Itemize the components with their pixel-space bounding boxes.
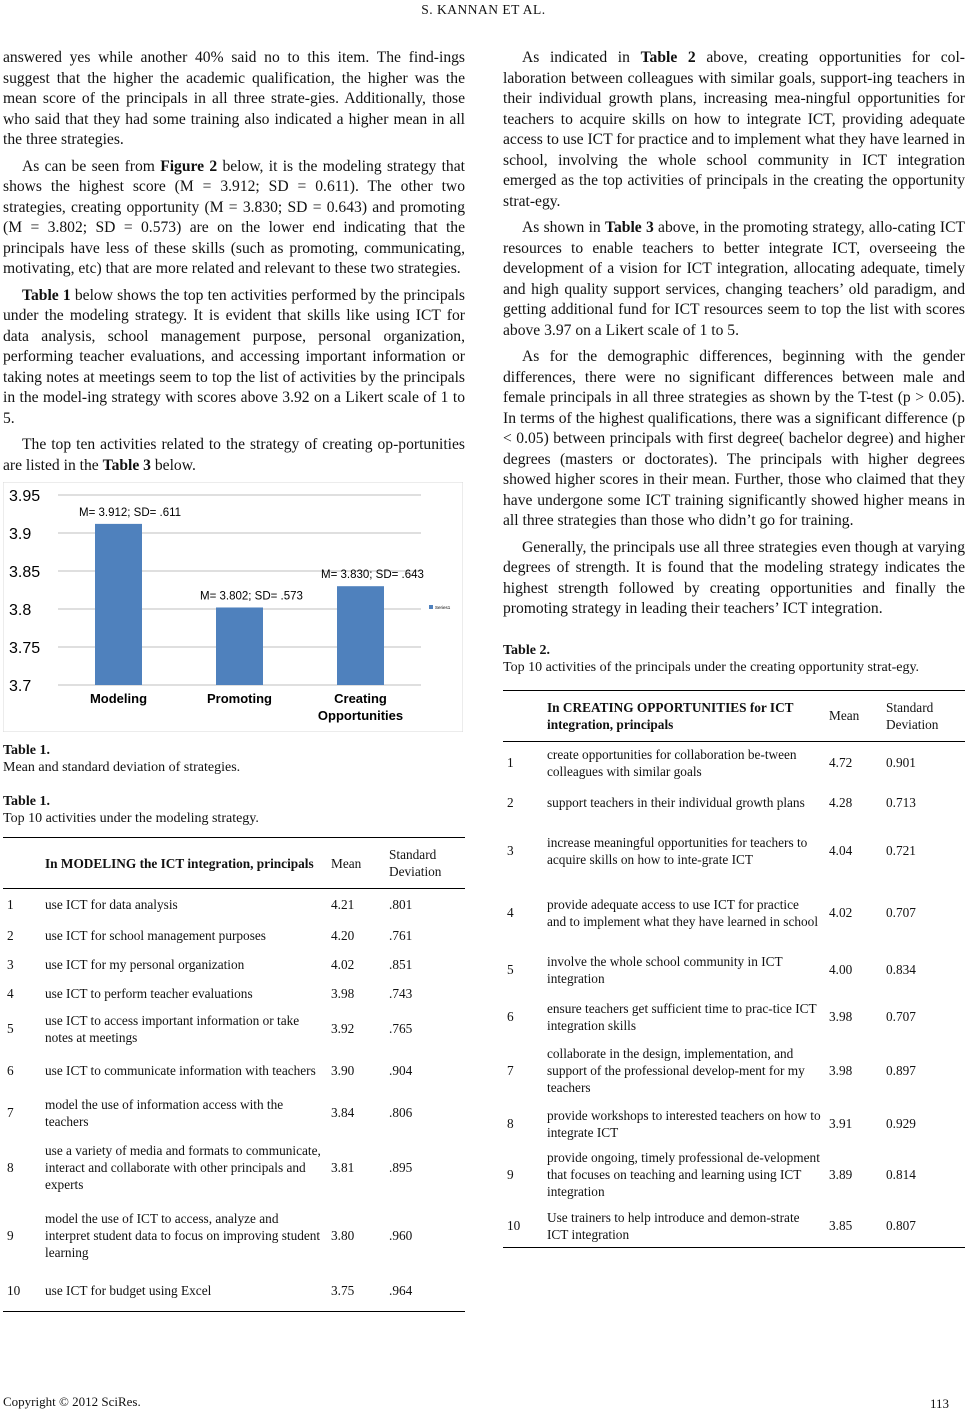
table-header-cell (3, 838, 41, 889)
table-cell: .765 (389, 1021, 413, 1036)
table-row (503, 995, 965, 1039)
table-cell: 2 (7, 927, 14, 943)
table-header-cell: Mean (829, 708, 860, 723)
table-cell: .801 (389, 897, 413, 913)
table-cell: 3.80 (331, 1228, 355, 1243)
paragraph: As indicated in Table 2 above, creating opportunities for col-laboration between colleagues with similar goals, support-ing teachers in their individual growth plans, increasing mea-ningful opportunities for teachers to acquire skills on how to integrate ICT, providing adequate access to use ICT for practice and to implement what they have learned in school, involving the whole school community in ICT integration emerged as the top activities of principals in the creating the opportunity strat-egy. (503, 49, 966, 210)
table-header-cell (503, 690, 543, 741)
data-label: M= 3.802; SD= .573 (200, 590, 303, 603)
table-header-cell: In MODELING the ICT integration, principals (45, 855, 314, 871)
table-row (3, 1050, 465, 1092)
table-cell: 9 (507, 1167, 514, 1182)
table-cell: use ICT to access important information or take notes at meetings (45, 1012, 300, 1045)
table-cell: .851 (389, 956, 413, 972)
table-cell: .904 (389, 1063, 413, 1078)
caption-text: Top 10 activities of the principals under the creating opportunity strat-egy. (503, 659, 920, 675)
table-cell: 3.84 (331, 1105, 355, 1120)
table-cell: 3.85 (829, 1218, 853, 1233)
table-header-cell: In CREATING OPPORTUNITIES for ICT integration, principals (547, 699, 794, 732)
table-row (503, 784, 965, 821)
table-ref: Table 2 (640, 49, 696, 66)
copyright: Copyright © 2012 SciRes. (3, 1394, 141, 1409)
x-category-label: Modeling (89, 691, 148, 706)
table-cell: .743 (389, 985, 413, 1001)
y-tick-label: 3.85 (9, 564, 41, 581)
table-cell: model the use of ICT to access, analyze and interpret student data to focus on improving student learning (45, 1211, 321, 1260)
table-cell: 3.98 (829, 1009, 853, 1024)
figure-ref: Figure 2 (160, 157, 218, 175)
creating-opportunities-table (503, 690, 965, 1248)
table-cell: 3.92 (331, 1021, 355, 1036)
y-tick-label: 3.75 (9, 640, 41, 657)
y-tick-label: 3.8 (9, 602, 32, 619)
table-cell: .806 (389, 1105, 413, 1120)
table-cell: use ICT for data analysis (45, 897, 178, 913)
running-head: S. KANNAN ET AL. (421, 2, 546, 17)
table-cell: ensure teachers get sufficient time to prac-tice ICT integration skills (547, 1000, 817, 1033)
table-cell: 3.89 (829, 1167, 853, 1182)
table-cell: 7 (7, 1105, 14, 1120)
table-row (3, 950, 465, 979)
x-category-label: Promoting (207, 691, 272, 706)
strategy-bar-chart (3, 482, 463, 732)
table-cell: 3.98 (331, 985, 355, 1001)
paragraph: Table 1 below shows the top ten activities performed by the principals under the modeling strategy. It is evident that skills like using ICT for data analysis, school management purpose, personal organization, performing teacher evaluations, and accessing important information or taking notes at meetings seem to top the list of activities by the principals in the model-ing strategy with scores above 3.92 on a Likert scale of 1 to 5. (3, 286, 465, 427)
table-cell: involve the whole school community in ICT integration (547, 953, 783, 986)
table-cell: 2 (507, 794, 514, 810)
table-cell: 0.814 (886, 1167, 916, 1182)
table-cell: 0.901 (886, 755, 916, 770)
table-cell: 9 (7, 1228, 14, 1243)
table-cell: 3 (7, 956, 14, 972)
table-cell: collaborate in the design, implementation, and support of the professional develop-ment for my teachers (547, 1046, 805, 1095)
table-cell: 0.834 (886, 962, 916, 977)
table-cell: 0.897 (886, 1063, 916, 1078)
caption-label: Table 1. (3, 794, 50, 809)
table-cell: 0.721 (886, 843, 916, 858)
table-row (3, 1008, 465, 1050)
table-cell: 5 (507, 962, 514, 977)
table-row (503, 945, 965, 995)
table-cell: 3.98 (829, 1063, 853, 1078)
table-cell: 4.00 (829, 962, 853, 977)
table-cell: 0.929 (886, 1116, 916, 1131)
table-cell: 10 (507, 1218, 521, 1233)
table-cell: model the use of information access with the teachers (45, 1096, 284, 1129)
table-cell: 4 (7, 985, 14, 1001)
table-cell: 0.713 (886, 794, 916, 810)
table-cell: provide workshops to interested teachers on how to integrate ICT (547, 1107, 821, 1140)
table-cell: 3.90 (331, 1063, 355, 1078)
table-ref: Table 1 (22, 286, 71, 304)
table-cell: .960 (389, 1228, 413, 1243)
table-row (503, 1205, 965, 1248)
caption-text: Top 10 activities under the modeling strategy. (3, 811, 259, 826)
bar (216, 607, 263, 685)
table-row (3, 1270, 465, 1312)
table-row (503, 881, 965, 945)
table-cell: 7 (507, 1063, 514, 1078)
table-cell: .964 (389, 1282, 413, 1298)
table-cell: 4.72 (829, 755, 853, 770)
y-tick-label: 3.9 (9, 526, 32, 543)
table-header-cell: Mean (331, 855, 362, 871)
right-column (503, 48, 965, 1248)
table-cell: .761 (389, 927, 413, 943)
table-cell: provide adequate access to use ICT for practice and to implement what they have learned in school (547, 896, 819, 929)
paragraph: answered yes while another 40% said no to this item. The find-ings suggest that the higher the academic qualification, the higher was the mean score of the principals in all three strate-gies. Additionally, those who said that they had some training also indicated a higher mean in all the three strategies. (3, 49, 465, 148)
table-row (503, 1145, 965, 1205)
table-cell: Use trainers to help introduce and demon-strate ICT integration (547, 1209, 800, 1242)
table-cell: 1 (507, 755, 514, 770)
table-cell: use a variety of media and formats to communicate, interact and collaborate with other principals and experts (45, 1143, 321, 1192)
table-cell: 4.20 (331, 927, 355, 943)
data-label: M= 3.830; SD= .643 (321, 569, 424, 582)
table-row (503, 1039, 965, 1103)
paragraph: As shown in Table 3 above, in the promoting strategy, allo-cating ICT resources to enable teachers to better integrate ICT, overseeing the development of a vision for ICT integration, allocating adequate, timely and high quality support services, changing teachers’ old paradigm, and getting additional fund for ICT resources seem to top the list with scores above 3.97 on a Likert scale of 1 to 5. (503, 219, 965, 339)
table-cell: use ICT to communicate information with teachers (45, 1063, 316, 1078)
table-row (503, 821, 965, 881)
left-column (3, 48, 465, 1312)
table-cell: use ICT for my personal organization (45, 956, 245, 972)
table-cell: use ICT for school management purposes (45, 927, 266, 943)
table-ref: Table 3 (605, 219, 654, 236)
table-row (3, 1202, 465, 1270)
table-cell: 6 (7, 1063, 14, 1078)
caption-text: Mean and standard deviation of strategies. (3, 760, 241, 775)
table-cell: provide ongoing, timely professional de-velopment that focuses on teaching and learning using ICT integration (547, 1150, 820, 1199)
table-cell: 4.21 (331, 897, 355, 913)
table-cell: 0.707 (886, 1009, 916, 1024)
table-cell: 4.28 (829, 794, 853, 810)
table-cell: 3.91 (829, 1116, 853, 1131)
table-cell: 8 (7, 1160, 14, 1175)
table-cell: 8 (507, 1116, 514, 1131)
table-cell: 0.807 (886, 1218, 916, 1233)
y-tick-label: 3.7 (9, 678, 32, 695)
x-category-label: Opportunities (317, 708, 404, 723)
table-cell: 5 (7, 1021, 14, 1036)
table-cell: 4 (507, 905, 514, 920)
table-row (503, 741, 965, 784)
bar (95, 524, 142, 685)
table-row (3, 1092, 465, 1134)
table-cell: increase meaningful opportunities for teachers to acquire skills on how to inte-grate ICT (547, 834, 808, 867)
figure-caption (3, 742, 465, 776)
table-cell: 1 (7, 897, 14, 913)
table-cell: 3.81 (331, 1160, 355, 1175)
table-row (3, 921, 465, 950)
table-cell: 4.02 (829, 905, 853, 920)
table-cell: 4.02 (331, 956, 355, 972)
table-row (3, 979, 465, 1008)
legend-label: Series1 (435, 605, 451, 610)
legend-swatch (429, 605, 433, 609)
table-cell: use ICT to perform teacher evaluations (45, 985, 253, 1001)
x-category-label: Creating (334, 691, 387, 706)
caption-label: Table 2. (503, 642, 550, 658)
paragraph: As for the demographic differences, beginning with the gender differences, there were no significant differences between male and female principals in all three strategies as shown by the T-test (p > 0.05). In terms of the highest qualifications, there was a significant difference (p < 0.05) between principals with first degree( bachelor degree) and higher degrees (masters or doctorates). The principals with higher degrees showed higher scores in their mean. Further, those who claimed that they have undergone some ICT training significantly showed higher means in all three strategies than those who didn’t go for training. (503, 348, 965, 529)
modeling-table (3, 837, 465, 1312)
table-row (3, 1134, 465, 1202)
table-cell: support teachers in their individual growth plans (547, 794, 805, 810)
data-label: M= 3.912; SD= .611 (79, 506, 182, 519)
bar (337, 586, 384, 685)
table-cell: use ICT for budget using Excel (45, 1282, 212, 1298)
table-row (3, 889, 465, 921)
table-header-cell: Standard Deviation (886, 699, 939, 732)
paragraph: As can be seen from Figure 2 below, it is the modeling strategy that shows the highest score (M = 3.912; SD = 0.611). The other two strategies, creating opportunity (M = 3.830; SD = 0.643) and promoting (M = 3.802; SD = 0.573) are on the lower end indicating that the principals have less of these skills (such as promoting, communicating, motivating, etc) that are more related and relevant to these two strategies. (3, 157, 465, 277)
y-tick-label: 3.95 (9, 488, 41, 505)
table-cell: 3 (507, 843, 514, 858)
table-cell: 0.707 (886, 905, 916, 920)
table-cell: .895 (389, 1160, 413, 1175)
table-cell: 6 (507, 1009, 514, 1024)
table-cell: 3.75 (331, 1282, 355, 1298)
page-number: 113 (929, 1396, 949, 1411)
paragraph: The top ten activities related to the strategy of creating op-portunities are listed in the Table 3 below. (3, 436, 465, 474)
caption-label: Table 1. (3, 743, 50, 758)
table-ref: Table 3 (102, 456, 151, 474)
table-header-cell: Standard Deviation (389, 847, 442, 879)
table2-caption (503, 642, 965, 676)
table-row (503, 1103, 965, 1145)
chart-svg (3, 482, 463, 732)
paragraph: Generally, the principals use all three strategies even though at varying degrees of strength. It is found that the modeling strategy indicates the highest strength followed by creating opportunities and finally the promoting strategy in leading their teachers’ ICT integration. (503, 538, 965, 617)
table1-caption (3, 793, 465, 827)
table-cell: create opportunities for collaboration be-tween colleagues with similar goals (547, 746, 797, 779)
table-cell: 4.04 (829, 843, 853, 858)
table-cell: 10 (7, 1282, 21, 1298)
